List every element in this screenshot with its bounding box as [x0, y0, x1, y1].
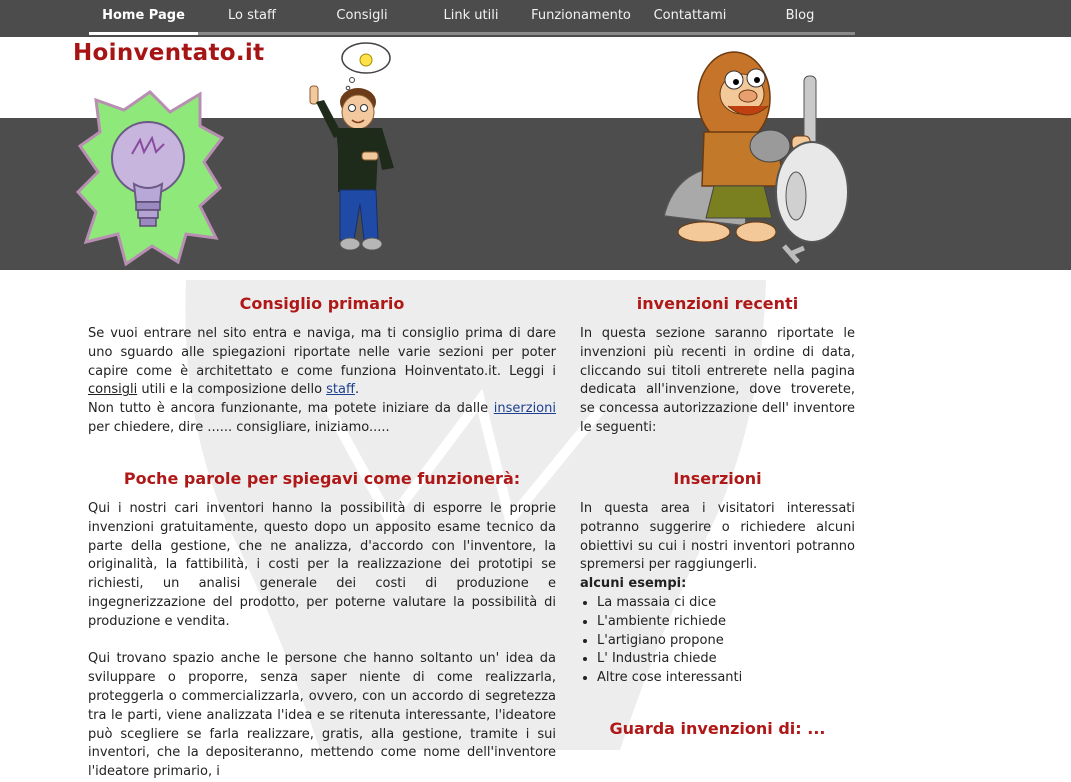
intro-text-4: Non tutto è ancora funzionante, ma potete iniziare da dalle	[88, 401, 494, 417]
consigli-link[interactable]: consigli	[88, 382, 138, 398]
inserzioni-text	[580, 500, 855, 688]
guarda-invenzioni-heading[interactable]: Guarda invenzioni di: ...	[609, 719, 826, 738]
intro-text: Se vuoi entrare nel sito entra e naviga, ma ti consiglio prima di dare uno sguardo alle spiegazioni riportate nelle varie sezioni per poter capire come è architettato e come funziona Hoinventato.it. Leggi i	[88, 326, 556, 379]
thinking-boy-illustration	[302, 40, 406, 256]
invenzioni-recenti-text	[580, 325, 855, 438]
intro-text-3: .	[354, 382, 360, 398]
intro-text-2: utili e la composizione dello	[137, 382, 327, 398]
staff-link[interactable]: staff	[326, 382, 355, 398]
list-item: • L' Industria chiede	[597, 650, 855, 669]
lightbulb-illustration	[76, 88, 226, 266]
nav-consigli[interactable]: Consigli	[336, 8, 388, 23]
invenzioni-recenti-paragraph: In questa sezione saranno riportate le invenzioni più recenti in ordine di data, cliccando sui titoli entrerete nella pagina dedicata all'invenzione, dove troverete, se concessa autorizzazione dell' inventore le seguenti:	[580, 326, 855, 435]
list-item: • Altre cose interessanti	[597, 669, 855, 688]
list-item: • La massaia ci dice	[597, 594, 855, 613]
intro-text-5: per chiedere, dire ...... consigliare, iniziamo.....	[88, 419, 390, 435]
come-funzionera-heading: Poche parole per spiegavi come funzionerà:	[123, 469, 521, 488]
examples-list	[580, 594, 855, 688]
inserzioni-heading[interactable]: Inserzioni	[673, 469, 762, 488]
list-item: • L'artigiano propone	[597, 632, 855, 651]
consiglio-primario-text	[88, 325, 556, 438]
consiglio-primario-heading: Consiglio primario	[239, 294, 405, 313]
nav-link-utili[interactable]: Link utili	[443, 8, 499, 23]
examples-label: alcuni esempi:	[580, 576, 687, 592]
nav-blog[interactable]: Blog	[785, 8, 815, 23]
nav-contattami[interactable]: Contattami	[653, 8, 727, 23]
list-item: • L'ambiente richiede	[597, 613, 855, 632]
caveman-wheel-illustration	[664, 36, 870, 268]
nav-funzionamento[interactable]: Funzionamento	[531, 8, 631, 23]
come-funzionera-text	[88, 500, 556, 782]
nav-home-page[interactable]: Home Page	[89, 0, 198, 32]
nav-underline	[89, 32, 855, 35]
nav-lo-staff[interactable]: Lo staff	[228, 8, 276, 23]
site-title[interactable]: Hoinventato.it	[73, 40, 265, 66]
come-funzionera-paragraph-2: Qui trovano spazio anche le persone che hanno soltanto un' idea da sviluppare o proporre, senza saper niente di come realizzarla, proteggerla o commercializzarla, ovvero, con un accordo di segretezza tra le parti, viene analizzata l'idea e se ritenuta interessante, l'ideatore può scegliere se farla realizzare, gratis, alla gestione, tramite i sui inventori, che la depositeranno, mettendo come nome dell'inventore l'ideatore primario, i	[88, 651, 556, 780]
invenzioni-recenti-heading[interactable]: invenzioni recenti	[636, 294, 799, 313]
inserzioni-link[interactable]: inserzioni	[493, 401, 556, 417]
inserzioni-paragraph: In questa area i visitatori interessati potranno suggerire o richiedere alcuni obiettivi su cui i nostri inventori potranno spremersi per raggiungerli.	[580, 501, 855, 573]
come-funzionera-paragraph-1: Qui i nostri cari inventori hanno la possibilità di esporre le proprie invenzioni gratuitamente, questo dopo un apposito esame tecnico da parte della gestione, che ne analizza, d'accordo con l'inventore, la originalità, la fattibilità, i costi per la realizzazione dei prototipi se richiesti, un analisi generale dei costi di produzione e ingegnerizzazione del prodotto, per poterne valutare la possibilità di produzione e vendita.	[88, 501, 556, 629]
